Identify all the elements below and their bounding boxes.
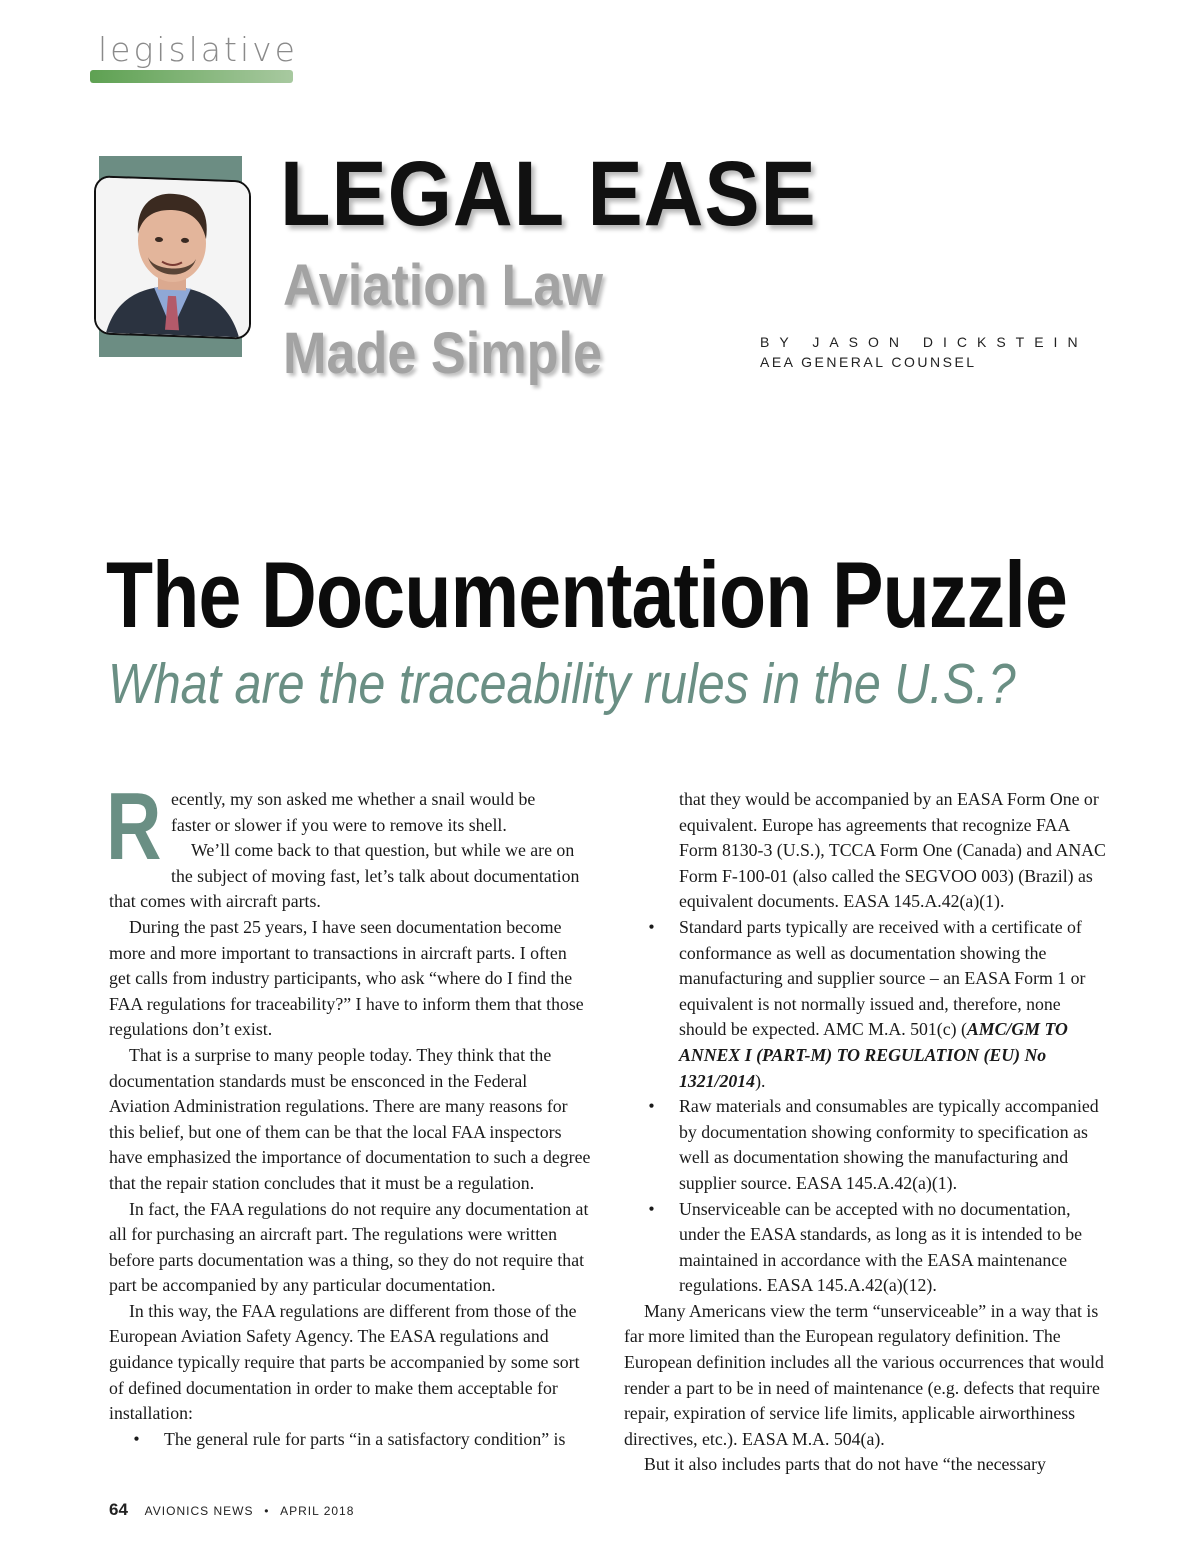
bullet-icon: • xyxy=(133,1428,140,1449)
article-column-right xyxy=(624,787,1109,1478)
bullet-2-end: ). xyxy=(755,1070,766,1091)
author-byline: BY JASON DICKSTEIN xyxy=(760,334,1088,350)
paragraph-5: In this way, the FAA regulations are different from those of the European Aviation Safety Agency. The EASA regulations and guidance typically require that parts be accompanied by some sort of defined documentation in order to make them acceptable for installation: xyxy=(109,1300,580,1424)
section-underline xyxy=(90,70,293,83)
article-subheadline: What are the traceability rules in the U.S.? xyxy=(108,652,1016,716)
author-portrait-image xyxy=(96,177,249,337)
author-photo xyxy=(94,175,251,339)
footer-separator: • xyxy=(264,1504,270,1518)
bullet-3-text: Raw materials and consumables are typically accompanied by documentation showing conformity to specification as well as documentation showing the manufacturing and supplier source. EASA 145.A.42(a)(1). xyxy=(679,1096,1099,1193)
article-headline: The Documentation Puzzle xyxy=(106,542,1068,647)
bullet-4-text: Unserviceable can be accepted with no documentation, under the EASA standards, as long as it is intended to be maintained in accordance with the EASA maintenance regulations. EASA 145.A.42(a)(12). xyxy=(679,1198,1082,1296)
bullet-item-2 xyxy=(624,915,1109,1094)
paragraph-7: But it also includes parts that do not have “the necessary xyxy=(644,1454,1046,1475)
bullet-2-reference: AMC/GM TO ANNEX I (PART-M) TO REGULATION (EU) No 1321/2014 xyxy=(679,1019,1068,1091)
paragraph-2: During the past 25 years, I have seen documentation become more and more important to transactions in aircraft parts. I often get calls from industry participants, who ask “where do I find the FAA regulations for traceability?” I have to inform them that those regulations don’t exist. xyxy=(109,916,584,1040)
drop-cap: R xyxy=(106,773,162,880)
paragraph-1-line2: faster or slower if you were to remove its shell. xyxy=(171,814,507,835)
paragraph-4: In fact, the FAA regulations do not require any documentation at all for purchasing an aircraft part. The regulations were written before parts documentation was a thing, so they do not require that part be accompanied by any particular documentation. xyxy=(109,1198,589,1296)
page-footer xyxy=(109,1500,354,1520)
column-subtitle-line1: Aviation Law xyxy=(283,253,604,318)
bullet-2-body: Standard parts typically are received with a certificate of conformance as well as documentation showing the manufacturing and supplier source – an EASA Form 1 or equivalent is not normally issued and, therefore, none should be expected. AMC M.A. 501(c) ( xyxy=(679,916,1086,1040)
section-label: legislative xyxy=(98,30,298,69)
bullet-item-1 xyxy=(109,1427,591,1453)
bullet-item-3 xyxy=(624,1094,1109,1196)
bullet-icon: • xyxy=(648,1096,655,1117)
bullet-item-4 xyxy=(624,1197,1109,1299)
author-role: AEA GENERAL COUNSEL xyxy=(760,354,977,370)
bullet-2-text xyxy=(679,915,1109,1094)
paragraph-1-line1: ecently, my son asked me whether a snail would be xyxy=(171,789,536,809)
article-column-left xyxy=(106,773,591,1452)
bullet-icon: • xyxy=(648,916,655,937)
bullet-1-text: The general rule for parts “in a satisfactory condition” is xyxy=(164,1428,566,1449)
paragraph-3: That is a surprise to many people today. They think that the documentation standards must be ensconced in the Federal Aviation Administration regulations. There are many reasons for this belief, but one of them can be that the local FAA inspectors have emphasized the importance of documentation to such a degree that the repair station concludes that it must be a regulation. xyxy=(109,1044,591,1193)
publication-name: AVIONICS NEWS xyxy=(144,1504,254,1518)
column-subtitle-line2: Made Simple xyxy=(283,321,603,386)
paragraph-6: Many Americans view the term “unserviceable” in a way that is far more limited than the European regulatory definition. The European definition includes all the various occurrences that would render a part to be in need of maintenance (e.g. defects that require repair, expiration of service life limits, applicable airworthiness directives, etc.). EASA M.A. 504(a). xyxy=(624,1300,1104,1449)
paragraph-1-rest: We’ll come back to that question, but while we are on the subject of moving fast, let’s talk about documentation that comes with aircraft parts. xyxy=(109,840,580,912)
bullet-icon: • xyxy=(648,1198,655,1219)
page-number: 64 xyxy=(109,1500,128,1519)
bullet-1-continuation: that they would be accompanied by an EASA Form One or equivalent. Europe has agreements that recognize FAA Form 8130-3 (U.S.), TCCA Form One (Canada) and ANAC Form F-100-01 (also called the SEGVOO 003) (Brazil) as equivalent documents. EASA 145.A.42(a)(1). xyxy=(679,789,1106,912)
issue-date: APRIL 2018 xyxy=(280,1504,355,1518)
column-title: LEGAL EASE xyxy=(280,143,817,245)
